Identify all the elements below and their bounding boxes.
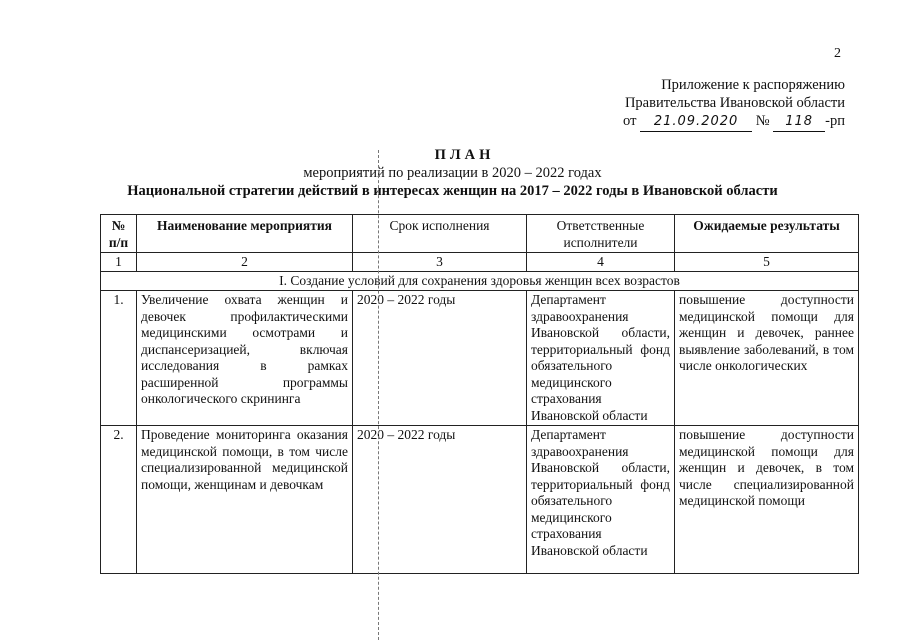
from-prefix: от: [623, 113, 637, 129]
header-term: Срок исполнения: [353, 215, 527, 253]
plan-table: [100, 214, 859, 574]
section-title: I. Создание условий для сохранения здоровья женщин всех возрастов: [101, 272, 859, 291]
appendix-line-3: [623, 112, 845, 132]
row-term: 2020 – 2022 годы: [353, 426, 527, 574]
handwritten-date: 21.09.2020: [640, 113, 752, 132]
number-sign: №: [755, 113, 770, 129]
table-header-row: [101, 215, 859, 253]
scan-fold-line: [378, 150, 379, 640]
appendix-line-2: Правительства Ивановской области: [624, 95, 845, 111]
page-number: 2: [834, 46, 841, 61]
document-title: ПЛАН: [434, 147, 495, 163]
handwritten-number: 118: [773, 113, 825, 132]
column-number: 5: [675, 253, 859, 272]
table-row: [101, 291, 859, 426]
appendix-line-1: Приложение к распоряжению: [661, 77, 845, 93]
header-responsible: Ответственные исполнители: [527, 215, 675, 253]
column-number: 2: [137, 253, 353, 272]
column-number: 1: [101, 253, 137, 272]
row-responsible: Департамент здравоохранения Ивановской области, территориальный фонд обязательного медицинского страхования Ивановской области: [527, 426, 675, 574]
table-row: [101, 426, 859, 574]
document-subtitle-1: мероприятий по реализации в 2020 – 2022 годах: [303, 165, 602, 181]
column-number: 3: [353, 253, 527, 272]
section-row: [101, 272, 859, 291]
column-number-row: [101, 253, 859, 272]
header-num: № п/п: [101, 215, 137, 253]
row-name: Проведение мониторинга оказания медицинской помощи, в том числе специализированной медицинской помощи, женщинам и девочкам: [137, 426, 353, 574]
column-number: 4: [527, 253, 675, 272]
row-responsible: Департамент здравоохранения Ивановской области, территориальный фонд обязательного медицинского страхования Ивановской области: [527, 291, 675, 426]
appendix-block: [623, 76, 845, 132]
header-name: Наименование мероприятия: [137, 215, 353, 253]
title-block: [0, 146, 905, 200]
row-name: Увеличение охвата женщин и девочек профилактическими медицинскими осмотрами и диспансеризацией, включая исследования в рамках расширенной программы онкологического скрининга: [137, 291, 353, 426]
document-subtitle-2: Национальной стратегии действий в интересах женщин на 2017 – 2022 годы в Ивановской области: [127, 183, 778, 199]
row-num: 2.: [101, 426, 137, 574]
row-result: повышение доступности медицинской помощи для женщин и девочек, в том числе специализированной медицинской помощи: [675, 426, 859, 574]
row-num: 1.: [101, 291, 137, 426]
row-result: повышение доступности медицинской помощи для женщин и девочек, раннее выявление заболеваний, в том числе онкологических: [675, 291, 859, 426]
header-result: Ожидаемые результаты: [675, 215, 859, 253]
row-term: 2020 – 2022 годы: [353, 291, 527, 426]
number-suffix: -рп: [825, 113, 845, 129]
